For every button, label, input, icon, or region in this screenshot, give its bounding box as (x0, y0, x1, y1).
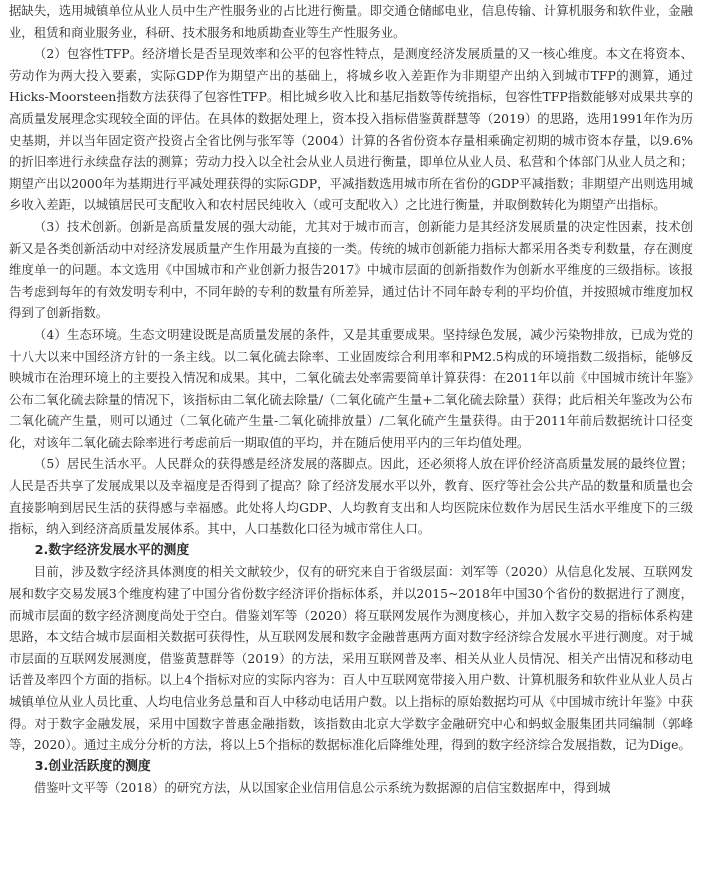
section-heading-entrepreneurship: 3.创业活跃度的测度 (34, 758, 151, 774)
section-heading-digital-economy: 2.数字经济发展水平的测度 (34, 542, 190, 558)
paragraph-inclusive-tfp: （2）包容性TFP。经济增长是否呈现效率和公平的包容性特点，是测度经济发展质量的又一核心维度。本文在将资本、劳动作为两大投入要素，实际GDP作为期望产出的基础上，将城乡收入差距作为非期望产出纳入到城市TFP的测算，通过Hicks-Moorsteen指数方法获得了包容性TFP。相比城乡收入比和基尼指数等传统指标，包容性TFP指数能够对成果共享的高质量发展理念实现较全面的评估。在具体的数据处理上，资本投入指标借鉴黄群慧等（2019）的思路，选用1991年作为历史基期，并以当年固定资产投资占全省比例与张军等（2004）计算的各省份资本存量相乘确定初期的城市资本存量，以9.6%的折旧率进行永续盘存法的测算；劳动力投入以全社会从业人员进行衡量，即单位从业人员、私营和个体部门从业人员之和；期望产出以2000年为基期进行平减处理获得的实际GDP，平减指数选用城市所在省份的GDP平减指数；非期望产出则选用城乡收入差距，以城镇居民可支配收入和农村居民纯收入（或可支配收入）之比进行衡量，并取倒数转化为期望产出指标。 (9, 46, 693, 213)
paragraph-entrepreneurship-measure: 借鉴叶文平等（2018）的研究方法，从以国家企业信用信息公示系统为数据源的启信宝数据库中，得到城 (33, 780, 611, 796)
paragraph-digital-economy-measure: 目前，涉及数字经济具体测度的相关文献较少，仅有的研究来自于省级层面：刘军等（2020）从信息化发展、互联网发展和数字交易发展3个维度构建了中国分省份数字经济评价指标体系，并以2015~2018年中国30个省份的数据进行了测度，而城市层面的数字经济测度尚处于空白。借鉴刘军等（2020）将互联网发展作为测度核心，并加入数字交易的指标体系构建思路，本文结合城市层面相关数据可获得性，从互联网发展和数字金融普惠两方面对数字经济综合发展水平进行测度。对于城市层面的互联网发展测度，借鉴黄慧群等（2019）的方法，采用互联网普及率、相关从业人员情况、相关产出情况和移动电话普及率四个方面的指标。以上4个指标对应的实际内容为：百人中互联网宽带接入用户数、计算机服务和软件业从业人员占城镇单位从业人员比重、人均电信业务总量和百人中移动电话用户数。以上指标的原始数据均可从《中国城市统计年鉴》中获得。对于数字金融发展，采用中国数字普惠金融指数，该指数由北京大学数字金融研究中心和蚂蚁金服集团共同编制（郭峰等，2020）。通过主成分分析的方法，将以上5个指标的数据标准化后降维处理，得到的数字经济综合发展指数，记为Dige。 (9, 564, 693, 753)
document-body (9, 0, 693, 799)
paragraph-ecological-environment: （4）生态环境。生态文明建设既是高质量发展的条件，又是其重要成果。坚持绿色发展，减少污染物排放，已成为党的十八大以来中国经济方针的一条主线。以二氧化硫去除率、工业固废综合利用率和PM2.5构成的环境指数二级指标，能够反映城市在治理环境上的主要投入情况和成果。其中，二氧化硫去处率需要简单计算获得：在2011年以前《中国城市统计年鉴》公布二氧化硫去除量的情况下，该指标由二氧化硫去除量/（二氧化硫产生量+二氧化硫去除量）获得；此后相关年鉴改为公布二氧化硫产生量，则可以通过（二氧化硫产生量-二氧化硫排放量）/二氧化硫产生量获得。由于2011年前后数据统计口径变化，对该年二氧化硫去除率进行考虑前后一期取值的平均，并在随后使用平内的三年均值处理。 (9, 326, 693, 450)
paragraph-living-standard: （5）居民生活水平。人民群众的获得感是经济发展的落脚点。因此，还必须将人放在评价经济高质量发展的最终位置；人民是否共享了发展成果以及幸福度是否得到了提高？除了经济发展水平以外，教育、医疗等社会公共产品的数量和质量也会直接影响到居民生活的获得感与幸福感。此处将人均GDP、人均教育支出和人均医院床位数作为居民生活水平维度下的三级指标，纳入到经济高质量发展体系。其中，人口基数化口径为城市常住人口。 (9, 456, 693, 537)
paragraph-service-industry-tail: 据缺失，选用城镇单位从业人员中生产性服务业的占比进行衡量。即交通仓储邮电业，信息传输、计算机服务和软件业，金融业，租赁和商业服务业，科研、技术服务和地质勘查业等生产性服务业。 (9, 3, 693, 40)
paragraph-tech-innovation: （3）技术创新。创新是高质量发展的强大动能，尤其对于城市而言，创新能力是其经济发展质量的决定性因素，技术创新又是各类创新活动中对经济发展质量产生作用最为直接的一类。传统的城市创新能力指标大都采用各类专利数量，存在测度维度单一的问题。本文选用《中国城市和产业创新力报告2017》中城市层面的创新指数作为创新水平维度的三级指标。该报告考虑到每年的有效发明专利中，不同年龄的专利的数量有所差异，通过估计不同年龄专利的平均价值，并按照城市维度加权得到了创新指数。 (9, 218, 693, 321)
